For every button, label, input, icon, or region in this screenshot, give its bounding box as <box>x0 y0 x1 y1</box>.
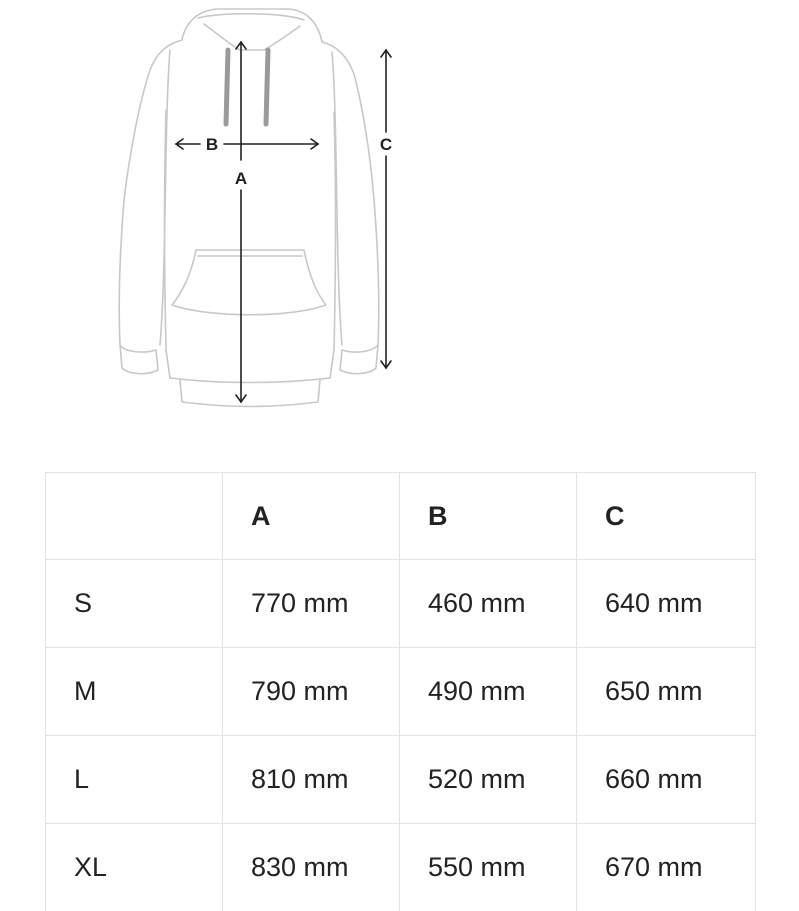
table-row <box>46 736 756 824</box>
size-chart-table <box>45 472 756 911</box>
measure-c-label: C <box>379 135 393 154</box>
body-outline <box>119 40 182 345</box>
right-cuff <box>340 345 378 374</box>
header-cell-b: B <box>400 473 577 560</box>
left-cuff <box>120 345 158 374</box>
size-cell: L <box>46 736 223 824</box>
hoodie-illustration <box>100 0 420 420</box>
size-cell: M <box>46 648 223 736</box>
b-value-cell: 460 mm <box>400 560 577 648</box>
c-value-cell: 670 mm <box>577 824 756 911</box>
c-value-cell: 650 mm <box>577 648 756 736</box>
c-value-cell: 640 mm <box>577 560 756 648</box>
header-cell-c: C <box>577 473 756 560</box>
measure-a-label: A <box>234 169 248 188</box>
a-value-cell: 770 mm <box>223 560 400 648</box>
size-cell: S <box>46 560 223 648</box>
a-value-cell: 790 mm <box>223 648 400 736</box>
header-cell-empty <box>46 473 223 560</box>
hoodie-measurement-diagram <box>100 0 420 420</box>
waistband <box>170 378 330 383</box>
kangaroo-pocket <box>172 250 326 315</box>
b-value-cell: 490 mm <box>400 648 577 736</box>
table-row <box>46 560 756 648</box>
measure-b-label: B <box>205 135 219 154</box>
b-value-cell: 520 mm <box>400 736 577 824</box>
drawstring-right <box>266 50 268 124</box>
header-cell-a: A <box>223 473 400 560</box>
c-value-cell: 660 mm <box>577 736 756 824</box>
b-value-cell: 550 mm <box>400 824 577 911</box>
table-header-row <box>46 473 756 560</box>
a-value-cell: 830 mm <box>223 824 400 911</box>
size-cell: XL <box>46 824 223 911</box>
table-row <box>46 648 756 736</box>
a-value-cell: 810 mm <box>223 736 400 824</box>
drawstring-left <box>226 50 228 124</box>
table-row <box>46 824 756 911</box>
